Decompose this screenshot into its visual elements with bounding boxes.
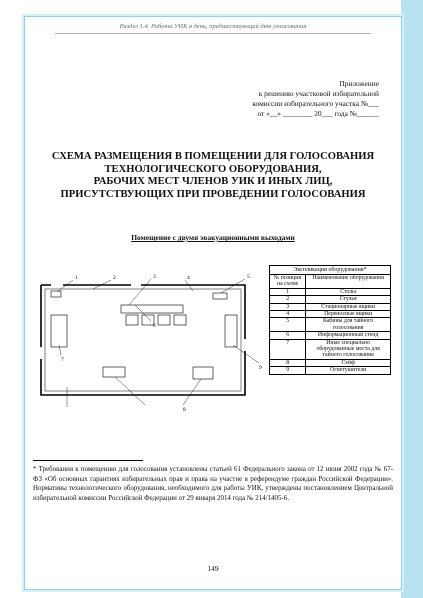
row-name: Переносные ящики <box>306 311 391 318</box>
table-row <box>270 311 391 318</box>
running-head: Раздел 1.4. Работа УИК в день, предшествующий дню голосования <box>119 23 307 30</box>
row-number: 1 <box>270 288 306 295</box>
plan-number: 7 <box>61 357 64 363</box>
legend-header-row <box>270 275 391 289</box>
footnote-rule <box>33 460 143 461</box>
row-number: 6 <box>270 332 306 339</box>
footnote: * Требования к помещению для голосования установлены статьей 61 Федерального закона от 12 июня 2002 года № 67-ФЗ «Об основных гарантиях избирательных прав и права на участие в референдуме граждан Российской Федерации». Нормативы технологического оборудования, необходимого для работы УИК, утверждены постановлением Центральной избирательной комиссии Российской Федерации от 29 января 2014 года № 214/1405-6. <box>33 465 393 502</box>
stand-shape <box>51 291 61 297</box>
table-row <box>270 359 391 366</box>
table-row <box>270 318 391 332</box>
row-name: Иные специально оборудованные места для тайного голосования <box>306 339 391 359</box>
appendix-line: от «__» ________ 20___ года №______ <box>257 109 379 118</box>
plan-subtitle: Помещение с двумя эвакуационными выходами <box>131 233 295 242</box>
booth-shape <box>126 315 138 325</box>
row-number: 3 <box>270 303 306 310</box>
stand-shape <box>213 293 227 299</box>
plan-number: 1 <box>75 275 78 281</box>
title-line: РАБОЧИХ МЕСТ ЧЛЕНОВ УИК И ИНЫХ ЛИЦ, <box>93 176 333 188</box>
row-number: 8 <box>270 359 306 366</box>
plan-number: 6 <box>153 323 156 329</box>
appendix-line: к решению участковой избирательной <box>258 89 379 98</box>
header-rule <box>55 33 371 34</box>
row-name: Стулья <box>306 296 391 303</box>
row-number: 4 <box>270 311 306 318</box>
legend-col-number: № позиции на схеме <box>270 275 306 289</box>
table-row <box>270 367 391 374</box>
box-shape <box>193 367 213 379</box>
page-frame <box>24 16 402 590</box>
legend-col-name: Наименование оборудования <box>306 275 391 289</box>
row-name: Стационарные ящики <box>306 303 391 310</box>
table-row <box>270 288 391 295</box>
table-row <box>270 339 391 359</box>
plan-number: 9 <box>259 365 262 371</box>
table-row <box>270 332 391 339</box>
plan-number: 2 <box>113 275 116 281</box>
booth-shape <box>174 315 186 325</box>
plan-number: 8 <box>183 407 186 413</box>
legend-caption: Экспликация оборудования* <box>269 265 391 274</box>
row-name: Столы <box>306 288 391 295</box>
row-number: 9 <box>270 367 306 374</box>
title-line: ПРИСУТСТВУЮЩИХ ПРИ ПРОВЕДЕНИИ ГОЛОСОВАНИЯ <box>60 188 366 200</box>
row-name: Сейф <box>306 359 391 366</box>
row-number: 5 <box>270 318 306 332</box>
plan-number: 5 <box>247 274 250 280</box>
booth-shape <box>158 315 170 325</box>
equipment <box>51 291 237 379</box>
plan-number: 3 <box>153 274 156 280</box>
appendix-line: комиссии избирательного участка №___ <box>252 99 379 108</box>
box-shape <box>103 367 125 377</box>
floor-plan-diagram <box>33 255 269 415</box>
table-shape <box>121 305 183 313</box>
legend-table <box>269 274 391 375</box>
title-line: ТЕХНОЛОГИЧЕСКОГО ОБОРУДОВАНИЯ, <box>104 163 322 175</box>
row-name: Кабины для тайного голосования <box>306 318 391 332</box>
page-number: 149 <box>207 564 219 573</box>
page-title <box>25 151 401 201</box>
table-shape <box>225 315 237 347</box>
appendix-block <box>209 79 379 119</box>
appendix-line: Приложение <box>339 79 379 88</box>
room-walls <box>41 285 245 395</box>
row-number: 7 <box>270 339 306 359</box>
row-name: Огнетушители <box>306 367 391 374</box>
table-row <box>270 303 391 310</box>
title-line: СХЕМА РАЗМЕЩЕНИЯ В ПОМЕЩЕНИИ ДЛЯ ГОЛОСОВАНИЯ <box>51 151 375 162</box>
row-number: 2 <box>270 296 306 303</box>
equipment-legend <box>269 265 391 375</box>
plan-number: 4 <box>187 275 190 281</box>
table-shape <box>51 315 67 347</box>
decorative-side-strip <box>401 0 423 598</box>
table-row <box>270 296 391 303</box>
row-name: Информационный стенд <box>306 332 391 339</box>
